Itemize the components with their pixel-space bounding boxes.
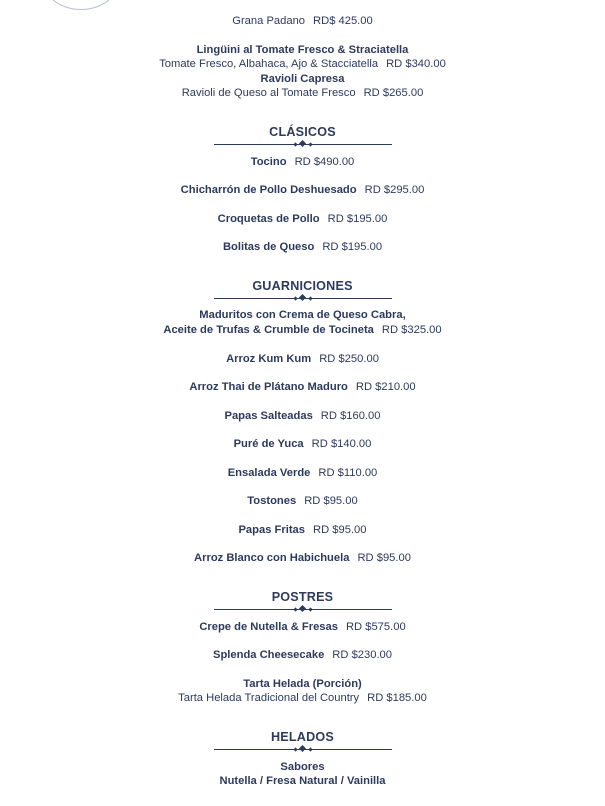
- helados-sabores-label: Sabores: [280, 761, 325, 773]
- item-desc: Ravioli de Queso al Tomate Fresco: [181, 87, 356, 99]
- item-price: RD $295.00: [364, 184, 425, 196]
- item-price: RD $230.00: [332, 649, 393, 661]
- menu-item-tarta-desc: [0, 691, 605, 705]
- item-price: RD $490.00: [294, 156, 355, 168]
- item-price: RD $210.00: [355, 381, 416, 393]
- item-price: RD $325.00: [381, 324, 442, 336]
- item-name: Arroz Thai de Plátano Maduro: [189, 381, 348, 393]
- section-divider: [214, 606, 392, 614]
- item-price: RD $185.00: [367, 692, 427, 704]
- menu-item: [0, 648, 605, 662]
- menu-item-maduritos-line1: Maduritos con Crema de Queso Cabra,: [199, 309, 406, 321]
- corner-decoration: [40, 0, 122, 10]
- menu-item-tarta-name: Tarta Helada (Porción): [243, 678, 362, 690]
- item-price: RD $575.00: [345, 621, 406, 633]
- menu-item: [0, 494, 605, 508]
- item-name: Puré de Yuca: [233, 438, 304, 450]
- item-price: RD $95.00: [304, 495, 358, 507]
- menu-item-ravioli-name: Ravioli Capresa: [260, 73, 345, 85]
- item-desc: Tarta Helada Tradicional del Country: [178, 692, 360, 704]
- menu-item: [0, 240, 605, 254]
- item-name: Papas Fritas: [238, 524, 306, 536]
- item-price: RD $95.00: [313, 524, 367, 536]
- section-heading-postres: [0, 590, 605, 614]
- section-title: HELADOS: [271, 730, 334, 744]
- item-price: RD $140.00: [311, 438, 372, 450]
- menu-item-grana-padano: [0, 14, 605, 28]
- menu-item-ravioli-desc: [0, 86, 605, 100]
- item-name: Crepe de Nutella & Fresas: [199, 621, 338, 633]
- section-title: GUARNICIONES: [252, 279, 353, 293]
- item-price: RD $110.00: [318, 467, 378, 479]
- section-heading-guarniciones: [0, 279, 605, 303]
- item-price: RD $265.00: [363, 87, 424, 99]
- item-name: Tostones: [247, 495, 297, 507]
- menu-item: [0, 352, 605, 366]
- item-name: Aceite de Trufas & Crumble de Tocineta: [163, 324, 374, 336]
- menu-item-linguini-name: Lingüini al Tomate Fresco & Straciatella: [196, 44, 409, 56]
- menu-item: [0, 380, 605, 394]
- menu-item: [0, 212, 605, 226]
- item-name: Chicharrón de Pollo Deshuesado: [180, 184, 357, 196]
- item-name: Papas Salteadas: [224, 410, 313, 422]
- item-name: Tocino: [250, 156, 287, 168]
- menu-item: [0, 183, 605, 197]
- item-price: RD $340.00: [386, 58, 446, 70]
- item-price: RD $250.00: [319, 353, 379, 365]
- helados-sabores-list: Nutella / Fresa Natural / Vainilla: [219, 775, 386, 787]
- item-price: RD $195.00: [327, 213, 388, 225]
- menu-item: [0, 409, 605, 423]
- item-name: Ensalada Verde: [227, 467, 311, 479]
- menu-item: [0, 155, 605, 169]
- section-divider: [214, 141, 392, 149]
- section-divider: [214, 746, 392, 754]
- menu-item-linguini-desc: [0, 57, 605, 71]
- item-name: Bolitas de Queso: [222, 241, 315, 253]
- item-price: RD $195.00: [322, 241, 383, 253]
- item-name: Arroz Blanco con Habichuela: [194, 552, 350, 564]
- section-heading-clasicos: [0, 125, 605, 149]
- item-name: Arroz Kum Kum: [226, 353, 312, 365]
- item-price: RD $95.00: [357, 552, 411, 564]
- menu-item-maduritos-line2: [0, 323, 605, 337]
- item-name: Splenda Cheesecake: [212, 649, 325, 661]
- item-price: RD$ 425.00: [313, 15, 373, 27]
- item-name: Croquetas de Pollo: [217, 213, 320, 225]
- section-title: CLÁSICOS: [269, 125, 336, 139]
- menu-item: [0, 466, 605, 480]
- item-price: RD $160.00: [320, 410, 381, 422]
- item-name: Grana Padano: [232, 15, 306, 27]
- menu-item: [0, 437, 605, 451]
- section-divider: [214, 295, 392, 303]
- menu-item: [0, 620, 605, 634]
- menu-item: [0, 551, 605, 565]
- section-heading-helados: [0, 730, 605, 754]
- section-title: POSTRES: [271, 590, 334, 604]
- item-desc: Tomate Fresco, Albahaca, Ajo & Stacciatella: [159, 58, 379, 70]
- menu-item: [0, 523, 605, 537]
